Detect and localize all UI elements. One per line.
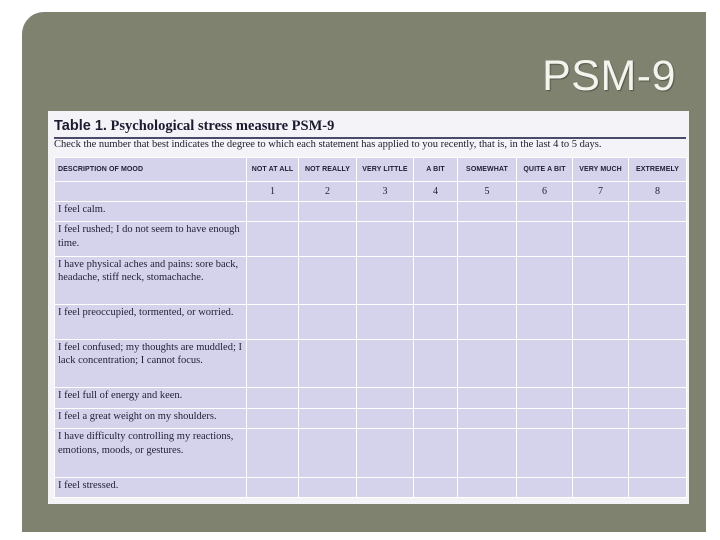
rating-cell xyxy=(517,256,573,305)
rating-cell xyxy=(458,477,517,497)
scale-number: 4 xyxy=(414,182,458,202)
statement-text: I have difficulty controlling my reactions, emotions, moods, or gestures. xyxy=(55,429,247,478)
scale-header: VERY LITTLE xyxy=(357,158,414,182)
rating-cell xyxy=(414,339,458,388)
rating-cell xyxy=(247,429,299,478)
scale-number: 3 xyxy=(357,182,414,202)
rating-cell xyxy=(517,408,573,428)
scale-header: NOT AT ALL xyxy=(247,158,299,182)
rating-cell xyxy=(629,477,687,497)
rating-cell xyxy=(458,408,517,428)
rating-cell xyxy=(573,408,629,428)
rating-cell xyxy=(357,408,414,428)
statement-row xyxy=(55,339,687,388)
rating-cell xyxy=(629,408,687,428)
rating-cell xyxy=(458,305,517,339)
rating-cell xyxy=(458,222,517,256)
header-row xyxy=(55,158,687,182)
rating-cell xyxy=(414,305,458,339)
rating-cell xyxy=(458,202,517,222)
rating-cell xyxy=(247,256,299,305)
statement-text: I feel rushed; I do not seem to have enough time. xyxy=(55,222,247,256)
rating-cell xyxy=(299,408,357,428)
rating-cell xyxy=(357,202,414,222)
rating-cell xyxy=(357,477,414,497)
scale-header: QUITE A BIT xyxy=(517,158,573,182)
rating-cell xyxy=(247,477,299,497)
table-title xyxy=(54,118,686,135)
rating-cell xyxy=(414,408,458,428)
table-instructions: Check the number that best indicates the degree to which each statement has applied to you recently, that is, in the last 4 to 5 days. xyxy=(54,139,602,150)
rating-cell xyxy=(629,222,687,256)
statement-row xyxy=(55,388,687,408)
statement-text: I feel preoccupied, tormented, or worried. xyxy=(55,305,247,339)
table-number: Table 1. xyxy=(54,118,107,134)
slide-title: PSM-9 xyxy=(542,52,676,100)
rating-cell xyxy=(299,339,357,388)
rating-cell xyxy=(629,339,687,388)
psm-table xyxy=(54,157,687,498)
rating-cell xyxy=(517,477,573,497)
rating-cell xyxy=(573,202,629,222)
rating-cell xyxy=(414,388,458,408)
scale-number-row xyxy=(55,182,687,202)
statement-text: I have physical aches and pains: sore back, headache, stiff neck, stomachache. xyxy=(55,256,247,305)
rating-cell xyxy=(629,256,687,305)
rating-cell xyxy=(517,339,573,388)
rating-cell xyxy=(517,202,573,222)
description-header: DESCRIPTION OF MOOD xyxy=(55,158,247,182)
rating-cell xyxy=(299,222,357,256)
statement-row xyxy=(55,477,687,497)
rating-cell xyxy=(573,339,629,388)
rating-cell xyxy=(458,339,517,388)
rating-cell xyxy=(458,388,517,408)
rating-cell xyxy=(517,222,573,256)
rating-cell xyxy=(573,388,629,408)
rating-cell xyxy=(629,305,687,339)
rating-cell xyxy=(357,222,414,256)
rating-cell xyxy=(414,429,458,478)
rating-cell xyxy=(414,256,458,305)
rating-cell xyxy=(517,429,573,478)
scale-number: 7 xyxy=(573,182,629,202)
rating-cell xyxy=(517,305,573,339)
rating-cell xyxy=(517,388,573,408)
rating-cell xyxy=(247,305,299,339)
scale-number: 8 xyxy=(629,182,687,202)
rating-cell xyxy=(573,256,629,305)
rating-cell xyxy=(629,388,687,408)
rating-cell xyxy=(357,339,414,388)
scale-number: 5 xyxy=(458,182,517,202)
statement-text: I feel a great weight on my shoulders. xyxy=(55,408,247,428)
statement-row xyxy=(55,429,687,478)
title-rule xyxy=(54,137,686,139)
rating-cell xyxy=(573,477,629,497)
statement-row xyxy=(55,222,687,256)
empty-cell xyxy=(55,182,247,202)
statement-row xyxy=(55,256,687,305)
rating-cell xyxy=(573,429,629,478)
rating-cell xyxy=(573,305,629,339)
statement-text: I feel stressed. xyxy=(55,477,247,497)
scale-header: EXTREMELY xyxy=(629,158,687,182)
rating-cell xyxy=(357,305,414,339)
rating-cell xyxy=(299,429,357,478)
scale-number: 1 xyxy=(247,182,299,202)
rating-cell xyxy=(299,305,357,339)
rating-cell xyxy=(414,477,458,497)
rating-cell xyxy=(629,429,687,478)
rating-cell xyxy=(458,429,517,478)
scale-header: A BIT xyxy=(414,158,458,182)
rating-cell xyxy=(247,339,299,388)
table-caption xyxy=(54,118,686,152)
rating-cell xyxy=(357,256,414,305)
table-title-text: Psychological stress measure PSM-9 xyxy=(110,118,335,134)
rating-cell xyxy=(299,477,357,497)
rating-cell xyxy=(357,388,414,408)
statement-text: I feel full of energy and keen. xyxy=(55,388,247,408)
rating-cell xyxy=(573,222,629,256)
rating-cell xyxy=(247,388,299,408)
rating-cell xyxy=(629,202,687,222)
rating-cell xyxy=(299,388,357,408)
scale-number: 2 xyxy=(299,182,357,202)
statement-row xyxy=(55,408,687,428)
rating-cell xyxy=(247,202,299,222)
rating-cell xyxy=(458,256,517,305)
statement-text: I feel calm. xyxy=(55,202,247,222)
scale-header: SOMEWHAT xyxy=(458,158,517,182)
rating-cell xyxy=(299,202,357,222)
rating-cell xyxy=(414,222,458,256)
rating-cell xyxy=(247,408,299,428)
rating-cell xyxy=(299,256,357,305)
rating-cell xyxy=(357,429,414,478)
statement-row xyxy=(55,305,687,339)
scale-number: 6 xyxy=(517,182,573,202)
statement-text: I feel confused; my thoughts are muddled; I lack concentration; I cannot focus. xyxy=(55,339,247,388)
scale-header: NOT REALLY xyxy=(299,158,357,182)
scale-header: VERY MUCH xyxy=(573,158,629,182)
rating-cell xyxy=(414,202,458,222)
statement-row xyxy=(55,202,687,222)
rating-cell xyxy=(247,222,299,256)
